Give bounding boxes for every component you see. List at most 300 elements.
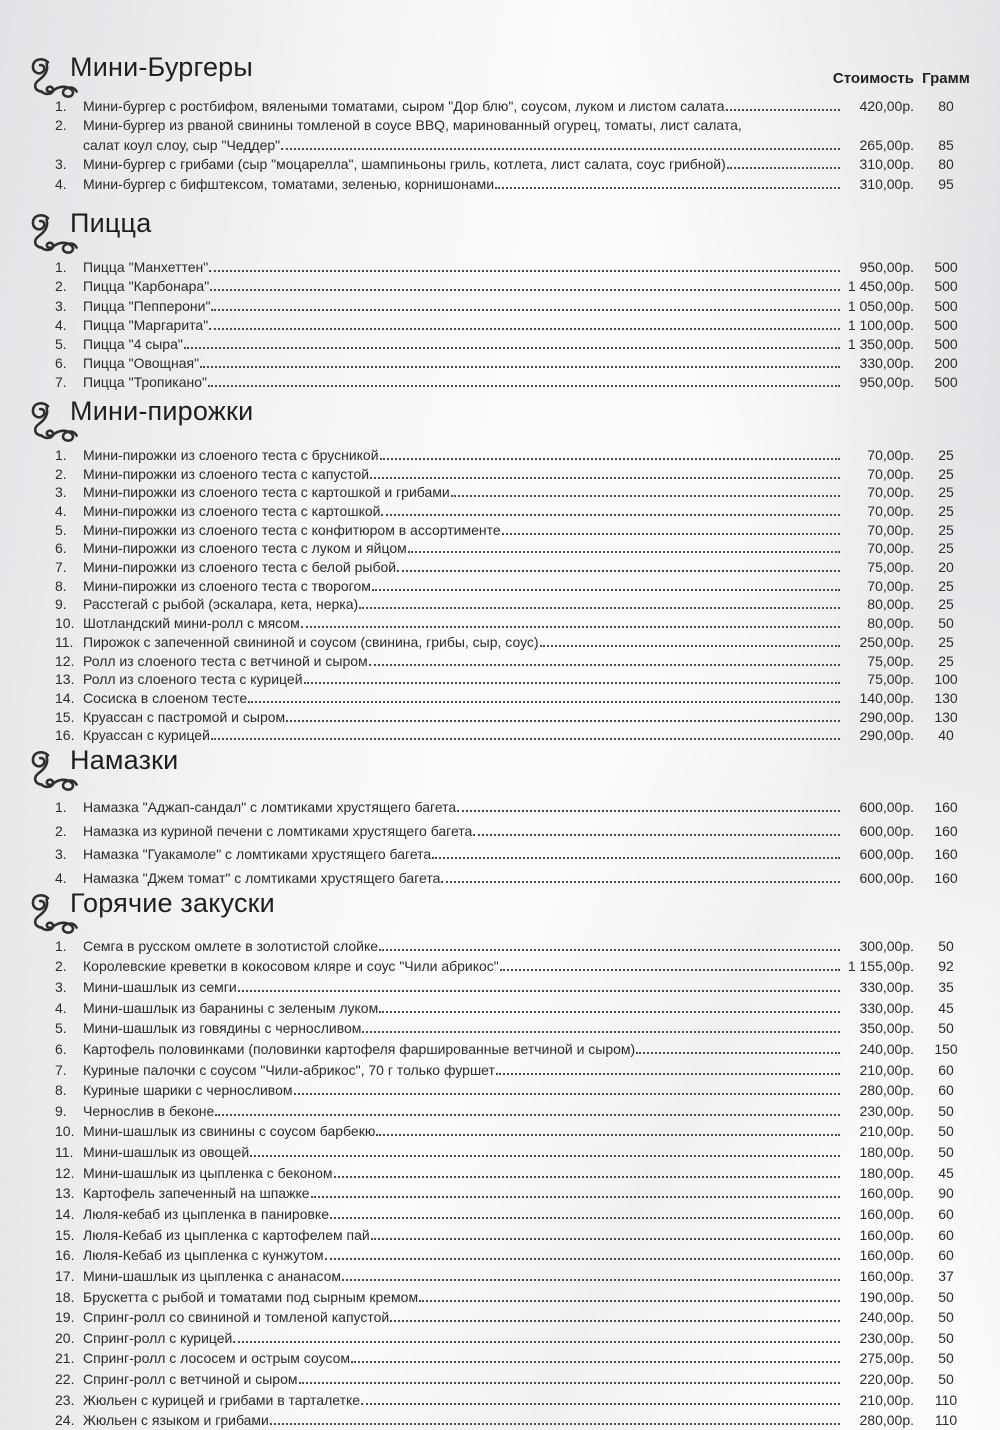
item-grams: 500 <box>934 335 958 352</box>
item-number: 5. <box>55 1020 67 1037</box>
dot-leader <box>359 607 840 609</box>
item-name: Пицца "Пепперони" <box>83 297 211 314</box>
item-name: Пицца "Карбонара" <box>83 278 210 295</box>
item-name: Люля-Кебаб из цыпленка с картофелем пай <box>83 1226 370 1243</box>
item-name: Чернослив в беконе <box>83 1102 215 1119</box>
item-grams: 50 <box>938 1371 954 1388</box>
item-number: 8. <box>55 577 67 594</box>
item-number: 14. <box>55 689 75 706</box>
item-name: Спринг-ролл с ветчиной и сыром <box>83 1371 298 1388</box>
item-grams: 130 <box>934 689 958 706</box>
item-price: 600,00р. <box>859 870 914 887</box>
item-grams: 25 <box>938 484 954 501</box>
item-number: 12. <box>55 652 75 669</box>
item-name: Королевские креветки в кокосовом кляре и соус "Чили абрикос" <box>83 958 499 975</box>
item-price: 290,00р. <box>859 727 914 744</box>
item-name: Семга в русском омлете в золотистой слойке <box>83 937 379 954</box>
dot-leader <box>209 328 840 330</box>
menu-item-row <box>55 519 978 538</box>
item-price: 600,00р. <box>859 798 914 815</box>
item-price: 80,00р. <box>867 615 914 632</box>
item-grams: 92 <box>938 958 954 975</box>
item-name: Жюльен с курицей и грибами в тарталетке <box>83 1391 361 1408</box>
menu-item-row <box>55 839 978 863</box>
section-title: Мини-пирожки <box>70 396 254 427</box>
dot-leader <box>379 1011 840 1013</box>
item-grams: 80 <box>938 156 954 173</box>
item-number: 3. <box>55 297 67 314</box>
item-price: 1 050,00р. <box>847 297 914 314</box>
dot-leader <box>325 1258 840 1260</box>
item-grams: 50 <box>938 1020 954 1037</box>
item-price: 280,00р. <box>859 1082 914 1099</box>
item-number: 3. <box>55 156 67 173</box>
item-name: Пицца "Манхеттен" <box>83 259 209 276</box>
item-number: 22. <box>55 1371 75 1388</box>
menu-section <box>30 396 978 743</box>
item-name: Мини-пирожки из слоеного теста с картошкой <box>83 503 381 520</box>
item-number: 9. <box>55 596 67 613</box>
item-grams: 45 <box>938 1164 954 1181</box>
menu-item-row <box>55 594 978 613</box>
item-grams: 50 <box>938 1123 954 1140</box>
section-title: Горячие закуски <box>70 888 275 919</box>
item-number: 1. <box>55 937 67 954</box>
dot-leader <box>210 289 840 291</box>
menu-item-row <box>55 1222 978 1243</box>
dot-leader <box>342 1279 840 1281</box>
item-number: 3. <box>55 484 67 501</box>
item-grams: 25 <box>938 465 954 482</box>
item-grams: 25 <box>938 633 954 650</box>
item-grams: 35 <box>938 978 954 995</box>
menu-item-row <box>55 933 978 954</box>
menu-item-row <box>55 1346 978 1367</box>
item-name: Мини-шашлык из овощей <box>83 1144 250 1161</box>
section-header <box>30 888 978 918</box>
item-grams: 50 <box>938 937 954 954</box>
section-header <box>30 52 978 82</box>
item-number: 23. <box>55 1391 75 1408</box>
item-number: 2. <box>55 465 67 482</box>
menu-item-row <box>55 444 978 463</box>
menu-item-row <box>55 725 978 744</box>
item-name: Спринг-ролл со свининой и томленой капустой <box>83 1309 390 1326</box>
item-number: 2. <box>55 958 67 975</box>
menu-item-row <box>55 575 978 594</box>
dot-leader <box>211 738 840 740</box>
item-number: 10. <box>55 615 75 632</box>
dot-leader <box>215 1114 840 1116</box>
item-number: 10. <box>55 1123 75 1140</box>
item-name: Намазка "Джем томат" с ломтиками хрустящего багета <box>83 870 441 887</box>
menu-item-row <box>55 114 978 134</box>
menu-item-row <box>55 352 978 371</box>
menu-item-row <box>55 500 978 519</box>
menu-item-row <box>55 153 978 173</box>
item-number: 17. <box>55 1267 75 1284</box>
menu-item-row <box>55 463 978 482</box>
item-price: 330,00р. <box>859 999 914 1016</box>
item-number: 7. <box>55 374 67 391</box>
item-price: 210,00р. <box>859 1123 914 1140</box>
dot-leader <box>432 857 840 859</box>
item-number: 7. <box>55 1061 67 1078</box>
item-price: 300,00р. <box>859 937 914 954</box>
dot-leader <box>361 1403 840 1405</box>
section-items <box>55 933 978 1428</box>
dot-leader <box>370 477 840 479</box>
menu-item-row <box>55 482 978 501</box>
item-name: Мини-бургер из рваной свинины томленой в соусе BBQ, маринованный огурец, томаты, лист салата, <box>83 117 742 134</box>
menu-item-row <box>55 1284 978 1305</box>
menu-item-row <box>55 275 978 294</box>
menu-item-row <box>55 256 978 275</box>
section-items <box>55 94 978 192</box>
menu-item-row <box>55 650 978 669</box>
item-grams: 40 <box>938 727 954 744</box>
item-name: Мини-бургер с бифштексом, томатами, зеленью, корнишонами <box>83 175 495 192</box>
item-price: 265,00р. <box>859 136 914 153</box>
menu-item-row <box>55 1036 978 1057</box>
item-name: Пицца "4 сыра" <box>83 335 183 352</box>
menu-item-row <box>55 669 978 688</box>
menu-item-row <box>55 371 978 390</box>
item-number: 14. <box>55 1206 75 1222</box>
dot-leader <box>286 720 840 722</box>
item-grams: 500 <box>934 374 958 391</box>
item-price: 230,00р. <box>859 1102 914 1119</box>
section-title: Мини-Бургеры <box>70 52 253 82</box>
item-grams: 500 <box>934 316 958 333</box>
item-grams: 110 <box>934 1391 958 1408</box>
item-name: Мини-пирожки из слоеного теста с луком и яйцом <box>83 540 407 557</box>
dot-leader <box>351 1361 840 1363</box>
menu-item-row <box>55 294 978 313</box>
item-number: 2. <box>55 822 67 839</box>
item-number: 19. <box>55 1309 75 1326</box>
menu-item-row <box>55 94 978 114</box>
item-name: Мини-шашлык из цыпленка с беконом <box>83 1164 333 1181</box>
menu-item-row <box>55 1016 978 1037</box>
item-number: 4. <box>55 999 67 1016</box>
item-price: 70,00р. <box>867 521 914 538</box>
dot-leader <box>451 495 840 497</box>
menu-item-row <box>55 1366 978 1387</box>
item-name: салат коул слоу, сыр "Чеддер" <box>83 136 281 153</box>
item-price: 160,00р. <box>859 1267 914 1284</box>
item-name: Мини-шашлык из цыпленка с ананасом <box>83 1267 342 1284</box>
item-number: 4. <box>55 870 67 887</box>
menu-item-row <box>55 133 978 153</box>
flourish-icon <box>28 748 78 799</box>
item-grams: 20 <box>938 559 954 576</box>
dot-leader <box>304 682 840 684</box>
item-grams: 50 <box>938 1144 954 1161</box>
item-number: 5. <box>55 335 67 352</box>
dot-leader <box>379 949 840 951</box>
item-name: Мини-пирожки из слоеного теста с конфитюром в ассортименте <box>83 521 501 538</box>
menu-section <box>30 888 978 1428</box>
dot-leader <box>473 834 840 836</box>
item-price: 1 100,00р. <box>847 316 914 333</box>
menu-item-row <box>55 1078 978 1099</box>
dot-leader <box>334 1176 840 1178</box>
menu-item-row <box>55 687 978 706</box>
item-number: 15. <box>55 708 75 725</box>
menu-item-row <box>55 1181 978 1202</box>
item-price: 220,00р. <box>859 1371 914 1388</box>
item-price: 80,00р. <box>867 596 914 613</box>
section-items <box>55 256 978 390</box>
item-price: 350,00р. <box>859 1020 914 1037</box>
item-number: 8. <box>55 1082 67 1099</box>
flourish-icon <box>28 891 78 942</box>
item-grams: 25 <box>938 521 954 538</box>
item-price: 180,00р. <box>859 1164 914 1181</box>
item-name: Люля-кебаб из цыпленка в панировке <box>83 1206 330 1222</box>
item-price: 70,00р. <box>867 465 914 482</box>
menu-item-row <box>55 538 978 557</box>
item-number: 18. <box>55 1288 75 1305</box>
item-grams: 50 <box>938 615 954 632</box>
item-grams: 130 <box>934 708 958 725</box>
price-column-header: Стоимость <box>832 70 914 87</box>
item-number: 20. <box>55 1329 75 1346</box>
section-header <box>30 208 978 238</box>
item-name: Расстегай с рыбой (эскалара, кета, нерка) <box>83 596 359 613</box>
menu-item-row <box>55 1160 978 1181</box>
item-name: Жюльен с языком и грибами <box>83 1412 269 1429</box>
item-number: 15. <box>55 1226 75 1243</box>
item-grams: 25 <box>938 503 954 520</box>
flourish-icon <box>28 55 78 106</box>
item-grams: 25 <box>938 446 954 463</box>
item-price: 190,00р. <box>859 1288 914 1305</box>
menu-item-row <box>55 815 978 839</box>
dot-leader <box>495 187 840 189</box>
grams-column-header: Грамм <box>922 70 970 87</box>
dot-leader <box>330 1217 840 1219</box>
item-name: Спринг-ролл с лососем и острым соусом <box>83 1350 351 1367</box>
dot-leader <box>419 1300 840 1302</box>
menu-item-row <box>55 995 978 1016</box>
item-number: 3. <box>55 846 67 863</box>
item-price: 290,00р. <box>859 708 914 725</box>
dot-leader <box>540 645 840 647</box>
dot-leader <box>496 1073 840 1075</box>
flourish-icon <box>28 399 78 450</box>
item-number: 4. <box>55 316 67 333</box>
menu-item-row <box>55 1201 978 1222</box>
item-name: Круассан с пастромой и сыром <box>83 708 286 725</box>
menu-item-row <box>55 974 978 995</box>
item-name: Куриные палочки с соусом "Чили-абрикос", 70 г только фуршет <box>83 1061 495 1078</box>
item-price: 70,00р. <box>867 503 914 520</box>
item-number: 9. <box>55 1102 67 1119</box>
item-grams: 60 <box>938 1206 954 1222</box>
dot-leader <box>270 1423 840 1425</box>
dot-leader <box>250 1155 840 1157</box>
item-grams: 85 <box>938 136 954 153</box>
dot-leader <box>200 366 840 368</box>
item-name: Мини-пирожки из слоеного теста с белой рыбой <box>83 559 397 576</box>
dot-leader <box>238 990 840 992</box>
item-grams: 60 <box>938 1061 954 1078</box>
item-name: Мини-пирожки из слоеного теста с картошкой и грибами <box>83 484 450 501</box>
item-number: 4. <box>55 503 67 520</box>
item-number: 1. <box>55 259 67 276</box>
dot-leader <box>369 664 840 666</box>
item-grams: 160 <box>934 798 958 815</box>
item-number: 6. <box>55 355 67 372</box>
item-price: 280,00р. <box>859 1412 914 1429</box>
item-number: 16. <box>55 727 75 744</box>
item-price: 210,00р. <box>859 1391 914 1408</box>
dot-leader <box>362 1031 840 1033</box>
item-number: 13. <box>55 1185 75 1202</box>
item-name: Мини-бургер с грибами (сыр "моцарелла", шампиньоны гриль, котлета, лист салата, соус грибной) <box>83 156 726 173</box>
item-price: 600,00р. <box>859 822 914 839</box>
item-number: 2. <box>55 117 67 134</box>
item-grams: 50 <box>938 1350 954 1367</box>
item-grams: 100 <box>934 671 958 688</box>
menu-item-row <box>55 172 978 192</box>
dot-leader <box>727 167 840 169</box>
item-price: 1 155,00р. <box>847 958 914 975</box>
item-grams: 90 <box>938 1185 954 1202</box>
item-grams: 37 <box>938 1267 954 1284</box>
dot-leader <box>397 570 840 572</box>
dot-leader <box>381 514 840 516</box>
item-price: 1 350,00р. <box>847 335 914 352</box>
section-items <box>55 791 978 886</box>
dot-leader <box>299 1382 840 1384</box>
menu-item-row <box>55 862 978 886</box>
item-price: 240,00р. <box>859 1309 914 1326</box>
item-grams: 25 <box>938 596 954 613</box>
item-grams: 500 <box>934 278 958 295</box>
item-price: 310,00р. <box>859 175 914 192</box>
menu-section <box>30 52 978 192</box>
item-name: Пирожок с запеченной свининой и соусом (свинина, грибы, сыр, соус) <box>83 633 539 650</box>
item-number: 6. <box>55 540 67 557</box>
dot-leader <box>184 347 840 349</box>
item-price: 75,00р. <box>867 652 914 669</box>
item-name: Мини-шашлык из семги <box>83 978 237 995</box>
dot-leader <box>211 309 840 311</box>
menu-item-row <box>55 1243 978 1264</box>
item-name: Ролл из слоеного теста с курицей <box>83 671 303 688</box>
item-grams: 60 <box>938 1247 954 1264</box>
dot-leader <box>390 1320 840 1322</box>
item-name: Мини-пирожки из слоеного теста с капустой <box>83 465 370 482</box>
item-grams: 80 <box>938 97 954 114</box>
item-price: 70,00р. <box>867 540 914 557</box>
item-price: 210,00р. <box>859 1061 914 1078</box>
item-price: 75,00р. <box>867 671 914 688</box>
item-grams: 25 <box>938 540 954 557</box>
item-price: 1 450,00р. <box>847 278 914 295</box>
item-price: 160,00р. <box>859 1226 914 1243</box>
item-price: 250,00р. <box>859 633 914 650</box>
item-price: 70,00р. <box>867 484 914 501</box>
item-price: 70,00р. <box>867 446 914 463</box>
dot-leader <box>301 626 840 628</box>
section-title: Пицца <box>70 207 152 238</box>
item-name: Мини-пирожки из слоеного теста с брусникой <box>83 446 379 463</box>
item-number: 3. <box>55 978 67 995</box>
dot-leader <box>311 1196 840 1198</box>
item-number: 6. <box>55 1040 67 1057</box>
item-grams: 160 <box>934 822 958 839</box>
item-number: 16. <box>55 1247 75 1264</box>
item-grams: 50 <box>938 1309 954 1326</box>
menu-section <box>30 208 978 390</box>
item-name: Мини-шашлык из говядины с черносливом <box>83 1020 362 1037</box>
item-price: 950,00р. <box>859 374 914 391</box>
item-name: Сосиска в слоеном тесте <box>83 689 248 706</box>
item-number: 13. <box>55 671 75 688</box>
menu-item-row <box>55 1057 978 1078</box>
dot-leader <box>208 385 840 387</box>
dot-leader <box>380 458 840 460</box>
dot-leader <box>502 533 840 535</box>
item-name: Картофель запеченный на шпажке <box>83 1185 310 1202</box>
dot-leader <box>457 810 840 812</box>
item-price: 600,00р. <box>859 846 914 863</box>
menu-section <box>30 745 978 886</box>
item-price: 70,00р. <box>867 577 914 594</box>
item-name: Куриные шарики с черносливом <box>83 1082 293 1099</box>
dot-leader <box>233 1341 840 1343</box>
item-grams: 25 <box>938 577 954 594</box>
menu-item-row <box>55 1119 978 1140</box>
dot-leader <box>726 109 840 111</box>
item-grams: 25 <box>938 652 954 669</box>
dot-leader <box>248 701 840 703</box>
menu-item-row <box>55 1387 978 1408</box>
item-name: Спринг-ролл с курицей <box>83 1329 233 1346</box>
item-price: 950,00р. <box>859 259 914 276</box>
item-name: Намазка из куриной печени с ломтиками хрустящего багета <box>83 822 473 839</box>
flourish-icon <box>28 211 78 262</box>
menu-item-row <box>55 314 978 333</box>
dot-leader <box>408 551 840 553</box>
item-name: Мини-бургер с ростбифом, вялеными томатами, сыром "Дор блю", соусом, луком и листом салата <box>83 97 725 114</box>
item-grams: 60 <box>938 1226 954 1243</box>
section-items <box>55 444 978 743</box>
item-price: 330,00р. <box>859 355 914 372</box>
item-name: Шотландский мини-ролл с мясом <box>83 615 300 632</box>
item-name: Намазка "Аджап-сандал" с ломтиками хрустящего багета <box>83 798 457 815</box>
item-grams: 200 <box>934 355 958 372</box>
item-price: 230,00р. <box>859 1329 914 1346</box>
item-name: Круассан с курицей <box>83 727 210 744</box>
item-name: Ролл из слоеного теста с ветчиной и сыром <box>83 652 368 669</box>
item-grams: 50 <box>938 1102 954 1119</box>
item-name: Мини-шашлык из баранины с зеленым луком <box>83 999 379 1016</box>
item-price: 240,00р. <box>859 1040 914 1057</box>
menu-item-row <box>55 333 978 352</box>
item-number: 7. <box>55 559 67 576</box>
section-header <box>30 396 978 426</box>
item-price: 160,00р. <box>859 1206 914 1222</box>
item-grams: 160 <box>934 870 958 887</box>
dot-leader <box>209 270 840 272</box>
item-price: 310,00р. <box>859 156 914 173</box>
item-number: 1. <box>55 798 67 815</box>
